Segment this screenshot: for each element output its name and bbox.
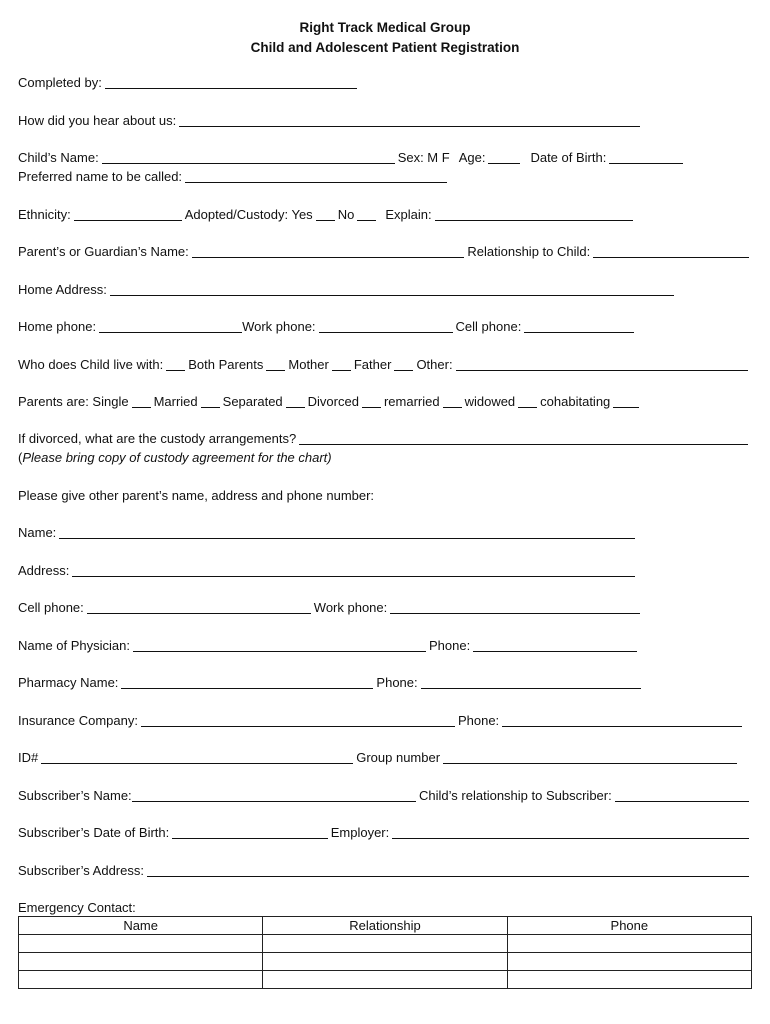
cell-phone-label: Cell phone:: [455, 319, 522, 334]
married-field[interactable]: [201, 394, 220, 408]
op-cell-label: Cell phone:: [18, 600, 84, 615]
insurance-field[interactable]: [141, 713, 455, 727]
separated-label: Separated: [222, 394, 283, 409]
op-name-field[interactable]: [59, 525, 635, 539]
how-hear-field[interactable]: [179, 113, 640, 127]
home-phone-label: Home phone:: [18, 319, 97, 334]
completed-by-field[interactable]: [105, 75, 357, 89]
widowed-field[interactable]: [518, 394, 537, 408]
physician-row: [18, 636, 752, 654]
adopted-label: Adopted/Custody: Yes: [184, 207, 313, 222]
table-header-row: [19, 917, 752, 935]
work-phone-field[interactable]: [319, 319, 453, 333]
emergency-contact-label: Emergency Contact:: [18, 900, 136, 915]
ethnicity-field[interactable]: [74, 207, 182, 221]
op-work-label: Work phone:: [313, 600, 388, 615]
mother-label: Mother: [288, 357, 329, 372]
insurance-phone-field[interactable]: [502, 713, 742, 727]
physician-label: Name of Physician:: [18, 638, 130, 653]
home-address-field[interactable]: [110, 282, 674, 296]
other-field[interactable]: [456, 357, 748, 371]
father-field[interactable]: [332, 357, 351, 371]
dob-label: Date of Birth:: [530, 150, 607, 165]
how-hear-row: [18, 111, 752, 129]
group-field[interactable]: [443, 750, 737, 764]
pharmacy-phone-label: Phone:: [376, 675, 418, 690]
separated-field[interactable]: [286, 394, 305, 408]
phones-row: [18, 317, 752, 335]
op-phones-row: [18, 598, 752, 616]
cohabitating-field[interactable]: [613, 394, 639, 408]
ec-header-name: Name: [19, 917, 263, 935]
pharmacy-phone-field[interactable]: [421, 675, 641, 689]
ec-cell-phone[interactable]: [507, 935, 751, 953]
custody-field[interactable]: [299, 431, 748, 445]
cell-phone-field[interactable]: [524, 319, 634, 333]
parents-are-row: [18, 392, 752, 410]
table-row: [19, 971, 752, 989]
work-phone-label: Work phone:: [242, 319, 316, 334]
ethnicity-row: [18, 205, 752, 223]
ec-cell-name[interactable]: [19, 953, 263, 971]
ethnicity-label: Ethnicity:: [18, 207, 71, 222]
dob-field[interactable]: [609, 150, 683, 164]
op-address-field[interactable]: [72, 563, 635, 577]
table-row: [19, 935, 752, 953]
home-address-label: Home Address:: [18, 282, 107, 297]
both-parents-label: Both Parents: [188, 357, 264, 372]
ec-cell-relationship[interactable]: [263, 971, 507, 989]
child-rel-sub-field[interactable]: [615, 788, 749, 802]
mother-field[interactable]: [266, 357, 285, 371]
id-row: [18, 748, 752, 766]
guardian-name-field[interactable]: [192, 244, 465, 258]
age-field[interactable]: [488, 150, 520, 164]
form-title: Child and Adolescent Patient Registration: [250, 40, 520, 55]
employer-field[interactable]: [392, 825, 749, 839]
cohabitating-label: cohabitating: [540, 394, 611, 409]
guardian-row: [18, 242, 752, 260]
sex-label[interactable]: Sex: M F: [397, 150, 450, 165]
physician-phone-field[interactable]: [473, 638, 637, 652]
childs-name-field[interactable]: [102, 150, 395, 164]
remarried-label: remarried: [383, 394, 440, 409]
adopted-no-field[interactable]: [357, 207, 376, 221]
relationship-to-child-label: Relationship to Child:: [467, 244, 591, 259]
emergency-contact-table: [18, 916, 752, 989]
guardian-name-label: Parent’s or Guardian’s Name:: [18, 244, 189, 259]
subscriber-dob-label: Subscriber’s Date of Birth:: [18, 825, 170, 840]
id-label: ID#: [18, 750, 39, 765]
other-parent-label: Please give other parent’s name, address and phone number:: [18, 488, 375, 503]
lives-with-row: [18, 355, 752, 373]
other-parent-row: [18, 486, 752, 504]
explain-field[interactable]: [435, 207, 633, 221]
custody-note: Please bring copy of custody agreement for the chart): [22, 450, 332, 465]
divorced-field[interactable]: [362, 394, 381, 408]
adopted-no-label: No: [337, 207, 355, 222]
emergency-contact-row: [18, 898, 752, 916]
ec-cell-relationship[interactable]: [263, 953, 507, 971]
home-phone-field[interactable]: [99, 319, 242, 333]
subscriber-address-label: Subscriber’s Address:: [18, 863, 144, 878]
subscriber-name-label: Subscriber’s Name:: [18, 788, 132, 803]
preferred-name-field[interactable]: [185, 169, 447, 183]
employer-label: Employer:: [330, 825, 390, 840]
group-label: Group number: [356, 750, 441, 765]
completed-by-label: Completed by:: [18, 75, 102, 90]
both-parents-field[interactable]: [166, 357, 185, 371]
insurance-label: Insurance Company:: [18, 713, 138, 728]
pharmacy-field[interactable]: [121, 675, 373, 689]
subscriber-dob-field[interactable]: [172, 825, 327, 839]
relationship-to-child-field[interactable]: [593, 244, 749, 258]
ec-cell-phone[interactable]: [507, 953, 751, 971]
ec-cell-name[interactable]: [19, 935, 263, 953]
subscriber-address-field[interactable]: [147, 863, 749, 877]
childs-name-row: [18, 148, 752, 166]
parents-are-label: Parents are: Single: [18, 394, 129, 409]
explain-label: Explain:: [385, 207, 432, 222]
physician-field[interactable]: [133, 638, 426, 652]
child-rel-sub-label: Child’s relationship to Subscriber:: [419, 788, 612, 803]
op-name-label: Name:: [18, 525, 57, 540]
id-field[interactable]: [41, 750, 353, 764]
custody-row: [18, 429, 752, 447]
lives-with-label: Who does Child live with:: [18, 357, 164, 372]
single-field[interactable]: [132, 394, 151, 408]
pharmacy-label: Pharmacy Name:: [18, 675, 119, 690]
op-address-label: Address:: [18, 563, 70, 578]
preferred-name-row: [18, 167, 752, 185]
physician-phone-label: Phone:: [429, 638, 471, 653]
subscriber-dob-row: [18, 823, 752, 841]
custody-note-row: [18, 448, 752, 466]
married-label: Married: [153, 394, 198, 409]
insurance-row: [18, 711, 752, 729]
ec-header-phone: Phone: [507, 917, 751, 935]
ec-header-relationship: Relationship: [263, 917, 507, 935]
custody-note-paren: (: [18, 450, 23, 465]
subscriber-address-row: [18, 861, 752, 879]
subscriber-name-row: [18, 786, 752, 804]
other-check-field[interactable]: [394, 357, 413, 371]
ec-cell-name[interactable]: [19, 971, 263, 989]
custody-label: If divorced, what are the custody arrangements?: [18, 431, 297, 446]
op-cell-field[interactable]: [87, 600, 311, 614]
org-name: Right Track Medical Group: [299, 20, 471, 35]
preferred-name-label: Preferred name to be called:: [18, 169, 183, 184]
op-work-field[interactable]: [390, 600, 640, 614]
how-hear-label: How did you hear about us:: [18, 113, 177, 128]
insurance-phone-label: Phone:: [457, 713, 500, 728]
op-address-row: [18, 561, 752, 579]
op-name-row: [18, 523, 752, 541]
home-address-row: [18, 280, 752, 298]
ec-cell-phone[interactable]: [507, 971, 751, 989]
father-label: Father: [353, 357, 392, 372]
ec-cell-relationship[interactable]: [263, 935, 507, 953]
childs-name-label: Child’s Name:: [18, 150, 99, 165]
completed-by-row: [18, 73, 752, 91]
pharmacy-row: [18, 673, 752, 691]
widowed-label: widowed: [464, 394, 516, 409]
adopted-yes-field[interactable]: [316, 207, 335, 221]
table-row: [19, 953, 752, 971]
other-label: Other:: [416, 357, 453, 372]
subscriber-name-field[interactable]: [132, 788, 416, 802]
age-label: Age:: [458, 150, 486, 165]
remarried-field[interactable]: [443, 394, 462, 408]
divorced-label: Divorced: [307, 394, 359, 409]
